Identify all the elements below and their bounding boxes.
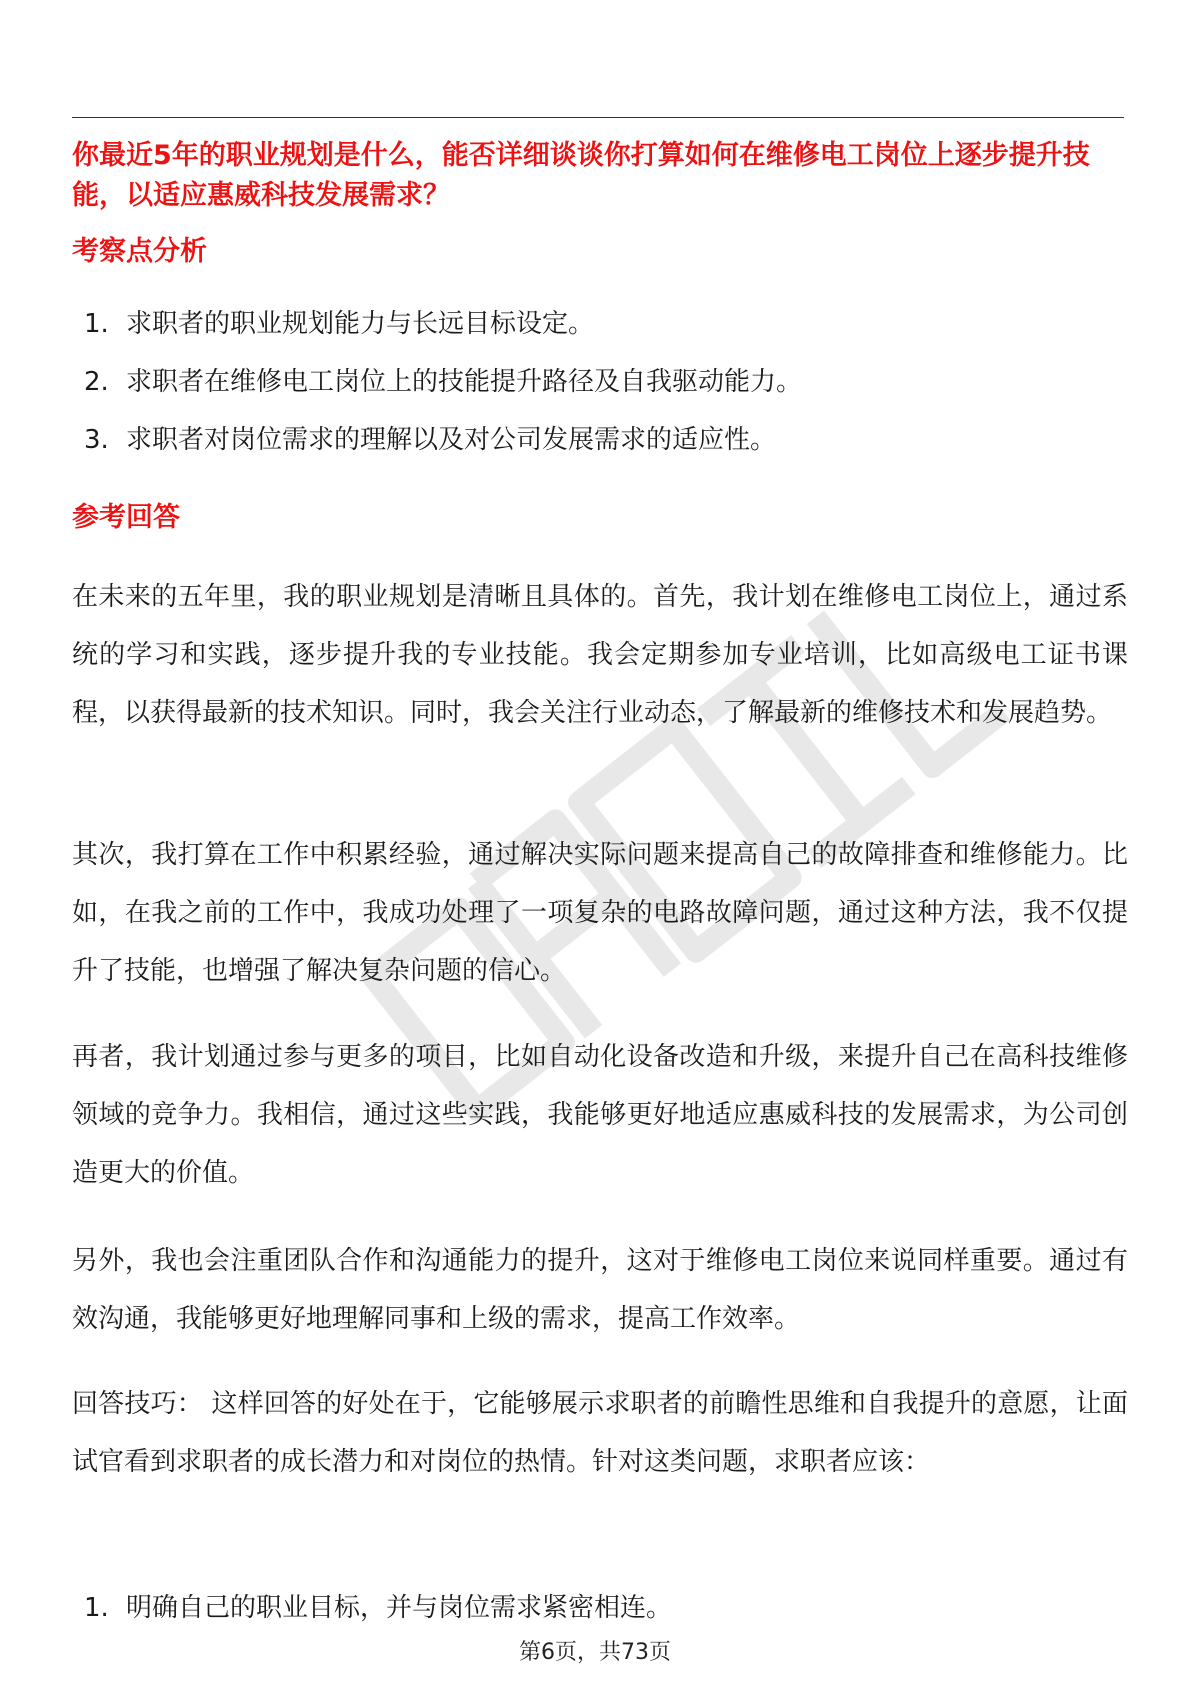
analysis-heading: 考察点分析 [72, 236, 207, 267]
answer-tips-paragraph: 回答技巧： 这样回答的好处在于，它能够展示求职者的前瞻性思维和自我提升的意愿，让面试官看到求职者的成长潜力和对岗位的热情。针对这类问题，求职者应该： [72, 1389, 1128, 1477]
list-item-number: 2. [84, 367, 109, 397]
answer-paragraph: 在未来的五年里，我的职业规划是清晰且具体的。首先，我计划在维修电工岗位上，通过系统的学习和实践，逐步提升我的专业技能。我会定期参加专业培训，比如高级电工证书课程，以获得最新的技术知识。同时，我会关注行业动态，了解最新的维修技术和发展趋势。 [72, 582, 1128, 728]
analysis-list [84, 306, 1124, 480]
list-item-text: 求职者在维修电工岗位上的技能提升路径及自我驱动能力。 [126, 367, 803, 397]
list-item [84, 364, 1124, 422]
top-divider [72, 117, 1124, 118]
list-item-number: 3. [84, 425, 109, 455]
list-item-number: 1. [84, 1593, 109, 1623]
page-number: 第6页，共73页 [519, 1640, 671, 1665]
answer-paragraph: 再者，我计划通过参与更多的项目，比如自动化设备改造和升级，来提升自己在高科技维修领域的竞争力。我相信，通过这些实践，我能够更好地适应惠威科技的发展需求，为公司创造更大的价值。 [72, 1042, 1128, 1188]
answer-heading: 参考回答 [72, 502, 180, 533]
list-item [84, 422, 1124, 480]
list-item-text: 求职者对岗位需求的理解以及对公司发展需求的适应性。 [126, 425, 777, 455]
list-item [84, 306, 1124, 364]
answer-paragraph: 另外，我也会注重团队合作和沟通能力的提升，这对于维修电工岗位来说同样重要。通过有效沟通，我能够更好地理解同事和上级的需求，提高工作效率。 [72, 1246, 1128, 1334]
answer-paragraph: 其次，我打算在工作中积累经验，通过解决实际问题来提高自己的故障排查和维修能力。比如，在我之前的工作中，我成功处理了一项复杂的电路故障问题，通过这种方法，我不仅提升了技能，也增强了解决复杂问题的信心。 [72, 840, 1128, 986]
list-item-text: 求职者的职业规划能力与长远目标设定。 [126, 309, 595, 339]
list-item-text: 明确自己的职业目标，并与岗位需求紧密相连。 [126, 1593, 673, 1623]
question-title: 你最近5年的职业规划是什么，能否详细谈谈你打算如何在维修电工岗位上逐步提升技能，以适应惠威科技发展需求？ [72, 140, 1090, 211]
list-item-number: 1. [84, 309, 109, 339]
